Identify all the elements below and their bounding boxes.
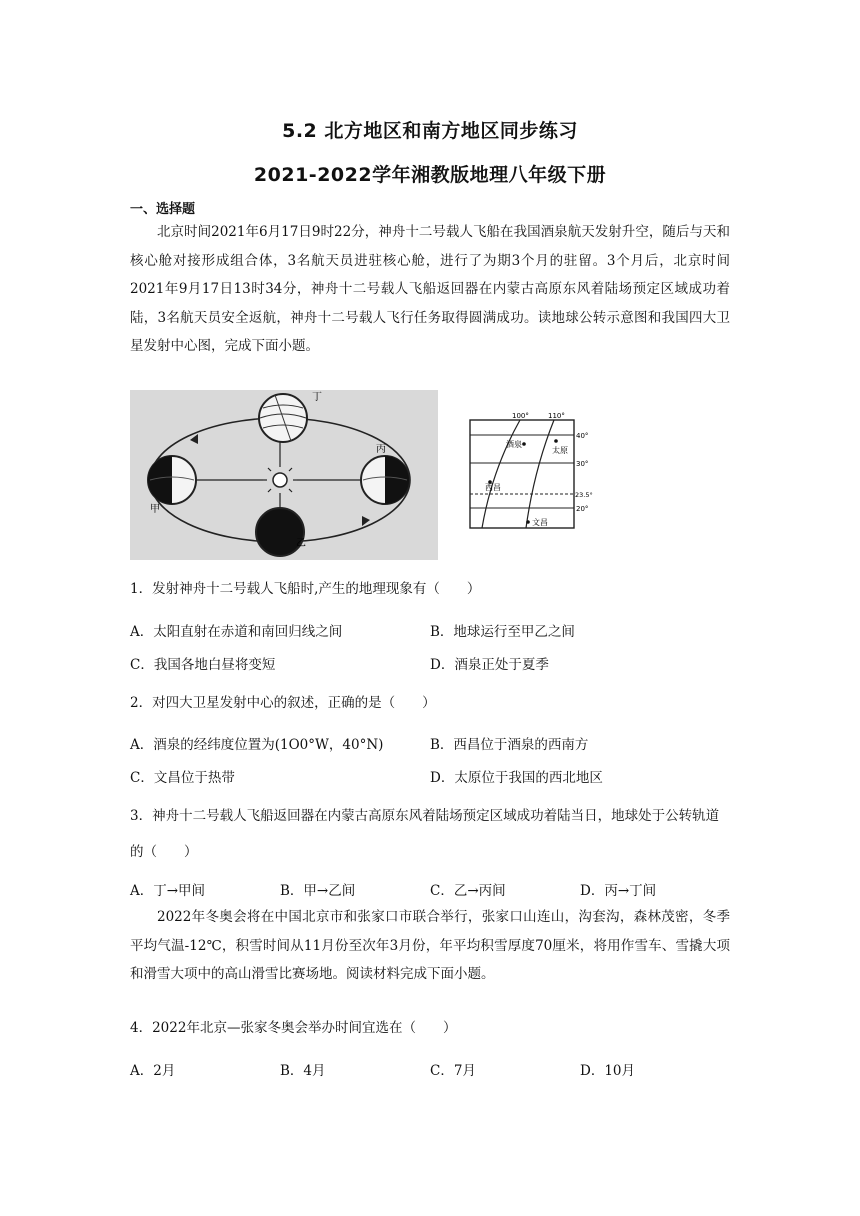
lat-label-23-5: 23.5° — [575, 491, 593, 499]
q1-option-a: A．太阳直射在赤道和南回归线之间 — [130, 624, 343, 640]
passage-1: 北京时间2021年6月17日9时22分，神舟十二号载人飞船在我国酒泉航天发射升空，随后与天和核心舱对接形成组合体，3名航天员进驻核心舱，进行了为期3个月的驻留。3个月后，北京时间2021年9月17日13时34分，神舟十二号载人飞船返回器在内蒙古高原东风着陆场预定区域成功着陆，3名航天员安全返航，神舟十二号载人飞行任务取得圆满成功。读地球公转示意图和我国四大卫星发射中心图，完成下面小题。 — [130, 224, 730, 354]
passage-2: 2022年冬奥会将在中国北京市和张家口市联合举行，张家口山连山，沟套沟，森林茂密，冬季平均气温-12℃，积雪时间从11月份至次年3月份，年平均积雪厚度70厘米，将用作雪车、雪撬大项和滑雪大项中的高山滑雪比赛场地。阅读材料完成下面小题。 — [130, 909, 730, 982]
earth-bing-icon — [361, 456, 409, 504]
earth-orbit-diagram — [130, 390, 438, 560]
question-2-stem: 2．对四大卫星发射中心的叙述，正确的是（ ） — [130, 695, 436, 711]
label-bing: 丙 — [376, 444, 386, 455]
lon-label-110: 110° — [548, 412, 565, 420]
earth-orbit-figure — [130, 390, 438, 560]
lat-label-30: 30° — [576, 460, 589, 468]
site-wenchang-dot — [526, 520, 530, 524]
q4-option-b: B．4月 — [280, 1063, 326, 1079]
lon-label-100: 100° — [512, 412, 529, 420]
q4-option-c: C．7月 — [430, 1063, 476, 1079]
launch-centers-diagram — [462, 410, 593, 533]
q2-option-c: C．文昌位于热带 — [130, 770, 235, 786]
label-ding: 丁 — [312, 392, 322, 403]
site-xichang-label: 西昌 — [485, 483, 501, 492]
title-line-2: 2021-2022学年湘教版地理八年级下册 — [253, 164, 607, 186]
q4-option-a: A．2月 — [130, 1063, 176, 1079]
q1-option-d: D．酒泉正处于夏季 — [430, 657, 549, 673]
q3-option-d: D．丙→丁间 — [580, 883, 657, 899]
question-1-stem: 1．发射神舟十二号载人飞船时,产生的地理现象有（ ） — [130, 581, 481, 597]
label-jia: 甲 — [150, 504, 160, 515]
label-yi: 乙 — [296, 538, 306, 549]
q1-option-c: C．我国各地白昼将变短 — [130, 657, 276, 673]
q3-option-b: B．甲→乙间 — [280, 883, 356, 899]
q2-option-b: B．西昌位于酒泉的西南方 — [430, 737, 589, 753]
site-jiuquan-label: 酒泉 — [506, 440, 522, 449]
q2-option-a: A．酒泉的经纬度位置为(1O0°W，40°N) — [130, 737, 384, 753]
q3-option-a: A．丁→甲间 — [130, 883, 206, 899]
q4-option-d: D．10月 — [580, 1063, 636, 1079]
site-taiyuan-label: 太原 — [552, 446, 568, 455]
question-3-stem: 3．神舟十二号载人飞船返回器在内蒙古高原东风着陆场预定区域成功着陆当日，地球处于公转轨道的（ ） — [130, 808, 720, 860]
lat-label-20: 20° — [576, 505, 589, 513]
lat-label-40: 40° — [576, 432, 589, 440]
q2-option-d: D．太原位于我国的西北地区 — [430, 770, 603, 786]
site-wenchang-label: 文昌 — [532, 518, 548, 527]
q1-option-b: B．地球运行至甲乙之间 — [430, 624, 575, 640]
sun-icon — [273, 473, 287, 487]
q3-option-c: C．乙→丙间 — [430, 883, 506, 899]
site-jiuquan-dot — [522, 442, 526, 446]
section-heading: 一、选择题 — [130, 202, 196, 217]
earth-ding-icon — [259, 394, 307, 442]
question-4-stem: 4．2022年北京—张家冬奥会举办时间宜选在（ ） — [130, 1020, 457, 1036]
earth-jia-icon — [148, 456, 196, 504]
launch-centers-map — [462, 410, 593, 533]
site-taiyuan-dot — [554, 439, 558, 443]
title-line-1: 5.2 北方地区和南方地区同步练习 — [282, 120, 578, 142]
